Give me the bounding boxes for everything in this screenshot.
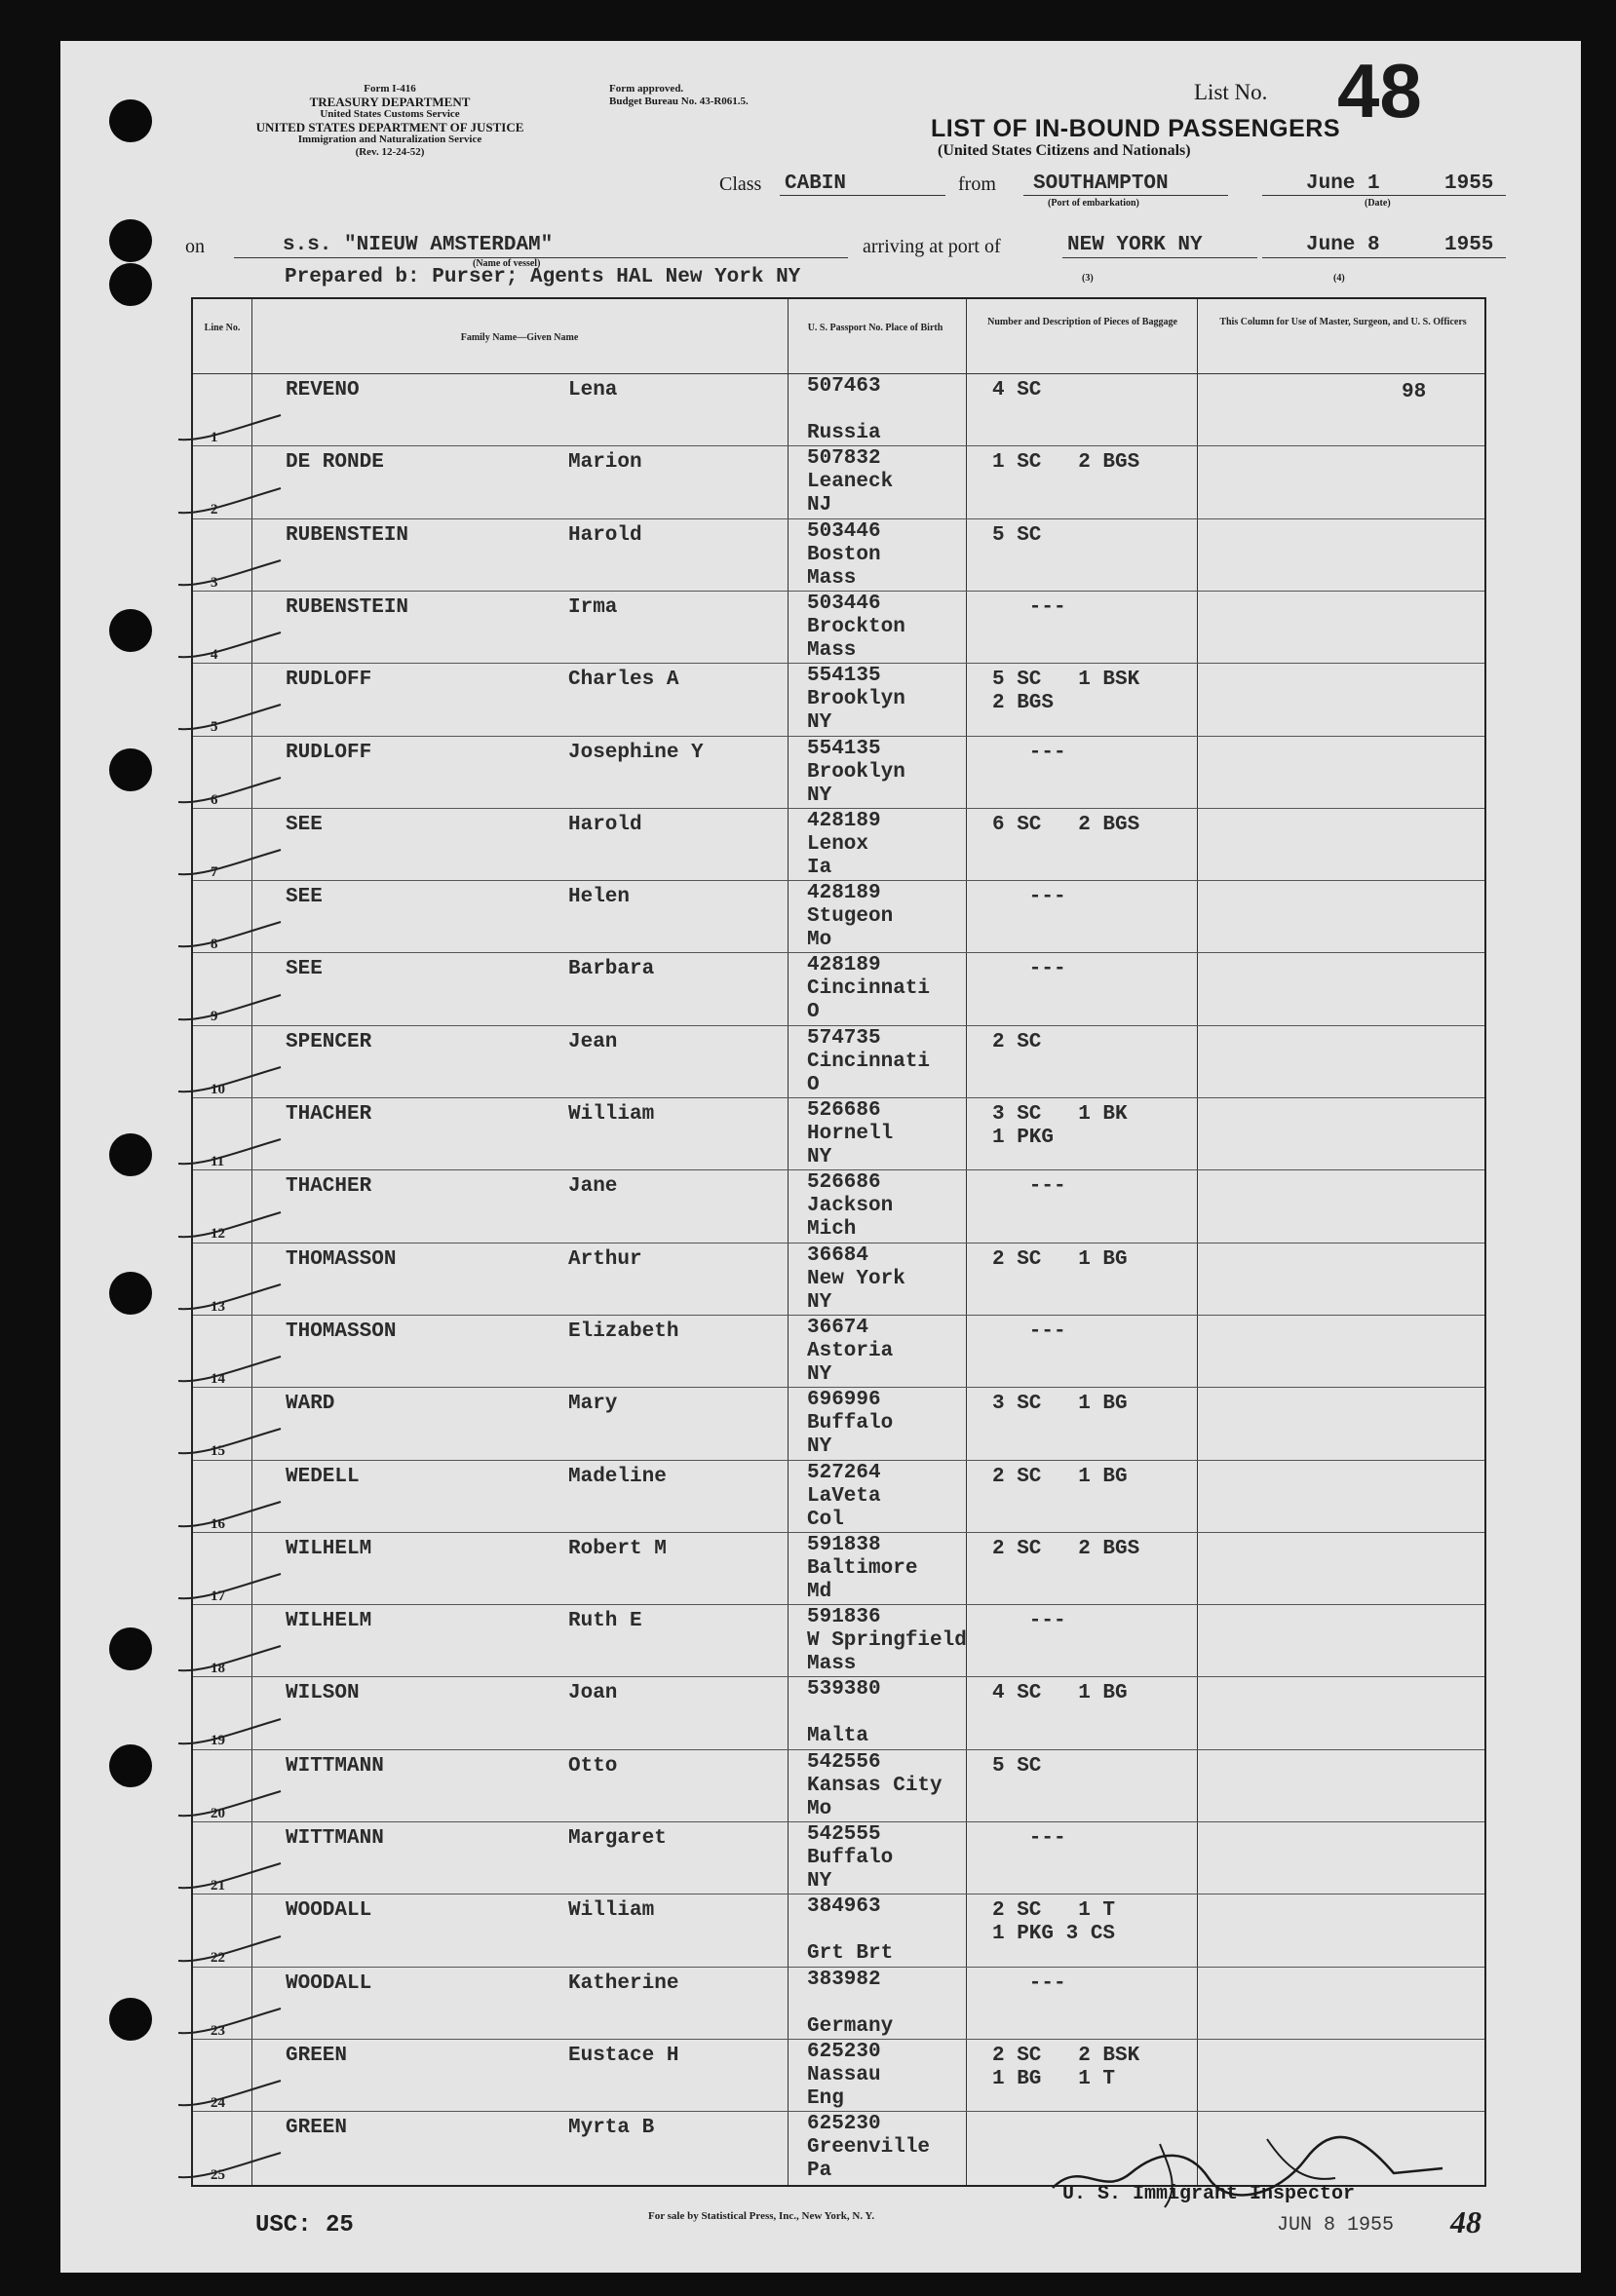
binder-hole (109, 263, 152, 306)
family-name: REVENO (286, 379, 360, 402)
passport-number: 36674 (807, 1316, 869, 1339)
family-name: WARD (286, 1393, 335, 1416)
passport-number: 507832 (807, 447, 881, 471)
passport-number: 625230 (807, 2113, 881, 2136)
year-arrival: 1955 (1444, 234, 1494, 256)
port-note: (Port of embarkation) (1048, 198, 1139, 209)
check-mark-icon (173, 990, 290, 1029)
line-number: 20 (211, 1805, 225, 1821)
check-mark-icon (173, 1352, 290, 1391)
line-number: 6 (211, 791, 218, 808)
passport-number: 526686 (807, 1171, 881, 1195)
baggage: 4 SC (992, 379, 1042, 402)
check-mark-icon (173, 1714, 290, 1753)
family-name: WITTMANN (286, 1827, 384, 1850)
binder-hole (109, 1744, 152, 1787)
given-name: Lena (568, 379, 618, 402)
birth-place: Jackson (807, 1195, 894, 1218)
given-name: Josephine Y (568, 741, 704, 764)
family-name: SPENCER (286, 1030, 372, 1053)
date-embark: June 1 (1306, 172, 1380, 195)
baggage: --- (992, 1610, 1066, 1633)
line-number: 25 (211, 2167, 225, 2184)
binder-hole (109, 1133, 152, 1176)
birth-place: Leaneck (807, 471, 894, 494)
table-row (193, 518, 1484, 591)
check-mark-icon (173, 1497, 290, 1536)
birth-place-state: Mo (807, 929, 832, 952)
given-name: Barbara (568, 958, 655, 981)
col-header-passport: U. S. Passport No. Place of Birth (807, 323, 943, 333)
given-name: Jean (568, 1030, 618, 1053)
family-name: RUBENSTEIN (286, 595, 409, 619)
birth-place-state: Germany (807, 2014, 894, 2038)
baggage: --- (992, 595, 1066, 619)
birth-place-state: Pa (807, 2160, 832, 2183)
birth-place: Stugeon (807, 905, 894, 929)
given-name: Charles A (568, 669, 679, 692)
check-mark-icon (173, 555, 290, 594)
check-mark-icon (173, 2148, 290, 2187)
baggage-extra: 1 BG 1 T (992, 2067, 1116, 2090)
family-name: SEE (286, 958, 323, 981)
check-mark-icon (173, 2076, 290, 2115)
birth-place-state: Mass (807, 1653, 857, 1676)
family-name: SEE (286, 886, 323, 909)
baggage-extra: 2 BGS (992, 692, 1055, 715)
given-name: Harold (568, 523, 642, 547)
check-mark-icon (173, 1569, 290, 1608)
customs-service: United States Customs Service (320, 108, 460, 120)
given-name: Joan (568, 1682, 618, 1705)
line-number: 18 (211, 1661, 225, 1677)
line-number: 5 (211, 719, 218, 736)
given-name: Arthur (568, 1247, 642, 1271)
line-number: 12 (211, 1226, 225, 1243)
handwritten-page-number: 48 (1450, 2204, 1481, 2239)
table-row (193, 952, 1484, 1024)
table-row (193, 880, 1484, 952)
list-no-label: List No. (1194, 80, 1268, 104)
given-name: Myrta B (568, 2117, 655, 2140)
date-stamp: JUN 8 1955 (1277, 2214, 1395, 2237)
check-mark-icon (173, 483, 290, 522)
family-name: RUDLOFF (286, 741, 372, 764)
birth-place: New York (807, 1267, 905, 1290)
check-mark-icon (173, 1207, 290, 1246)
col-header-baggage: Number and Description of Pieces of Baggage (987, 317, 1177, 327)
inspector-label: U. S. Immigrant Inspector (1062, 2183, 1356, 2205)
officer-note: 98 (1402, 381, 1427, 403)
passport-number: 554135 (807, 665, 881, 688)
line-number: 11 (211, 1154, 225, 1169)
passport-number: 625230 (807, 2040, 881, 2063)
table-row (193, 2039, 1484, 2111)
birth-place-state: O (807, 1073, 820, 1096)
binder-hole (109, 99, 152, 142)
passport-number: 428189 (807, 809, 881, 832)
birth-place-state: NY (807, 1146, 832, 1168)
form-number: Form I-416 (364, 83, 416, 95)
given-name: Harold (568, 813, 642, 836)
class-value: CABIN (785, 172, 847, 195)
class-label: Class (719, 173, 762, 195)
ins-service: Immigration and Naturalization Service (297, 134, 482, 145)
table-row (193, 1315, 1484, 1387)
check-mark-icon (173, 1786, 290, 1825)
passport-number: 591836 (807, 1606, 881, 1629)
birth-place-state: Mass (807, 638, 857, 662)
family-name: THOMASSON (286, 1247, 397, 1271)
check-mark-icon (173, 1641, 290, 1680)
line-number: 7 (211, 863, 218, 880)
line-number: 3 (211, 574, 218, 591)
passport-number: 526686 (807, 1099, 881, 1122)
baggage: 3 SC 1 BG (992, 1393, 1128, 1416)
birth-place-state: NY (807, 711, 832, 735)
baggage: 2 SC 1 BG (992, 1247, 1128, 1271)
family-name: WEDELL (286, 1465, 360, 1488)
baggage: 2 SC 2 BSK (992, 2044, 1140, 2067)
from-label: from (958, 173, 996, 195)
family-name: RUDLOFF (286, 669, 372, 692)
table-row (193, 591, 1484, 663)
table-row (193, 736, 1484, 808)
form-approved: Form approved. (609, 83, 684, 95)
line-number: 16 (211, 1515, 225, 1532)
binder-hole (109, 1998, 152, 2041)
form-header-block (195, 83, 585, 159)
baggage: 2 SC 1 BG (992, 1465, 1128, 1488)
birth-place-state: NY (807, 1290, 832, 1314)
line-number: 4 (211, 646, 218, 663)
line-number: 13 (211, 1298, 225, 1315)
table-row (193, 1821, 1484, 1894)
vessel-name: s.s. "NIEUW AMSTERDAM" (283, 234, 554, 256)
birth-place-state: Mo (807, 1797, 832, 1820)
binder-hole (109, 609, 152, 652)
baggage: 1 SC 2 BGS (992, 451, 1140, 475)
baggage: 5 SC 1 BSK (992, 669, 1140, 692)
table-row (193, 1894, 1484, 1966)
birth-place-state: Mass (807, 566, 857, 590)
baggage: 4 SC 1 BG (992, 1682, 1128, 1705)
page-title: LIST OF IN-BOUND PASSENGERS (931, 115, 1341, 142)
given-name: Irma (568, 595, 618, 619)
line-number: 23 (211, 2022, 225, 2039)
birth-place: Cincinnati (807, 1050, 931, 1073)
line-number: 14 (211, 1370, 225, 1387)
treasury-dept: TREASURY DEPARTMENT (309, 95, 471, 109)
given-name: William (568, 1899, 655, 1923)
passport-number: 503446 (807, 519, 881, 543)
birth-place-state: NY (807, 784, 832, 807)
baggage: 6 SC 2 BGS (992, 813, 1140, 836)
passport-number: 554135 (807, 737, 881, 760)
date-arrival: June 8 (1306, 234, 1380, 256)
family-name: WILHELM (286, 1537, 372, 1560)
birth-place-state: NJ (807, 494, 832, 517)
family-name: WILSON (286, 1682, 360, 1705)
birth-place: Cincinnati (807, 977, 931, 1001)
birth-place: Buffalo (807, 1847, 894, 1869)
family-name: DE RONDE (286, 451, 384, 475)
passport-number: 384963 (807, 1895, 881, 1919)
birth-place: W Springfield (807, 1629, 967, 1653)
baggage: --- (992, 886, 1066, 909)
press-note: For sale by Statistical Press, Inc., New York, N. Y. (648, 2210, 875, 2222)
passport-number: 591838 (807, 1533, 881, 1556)
prepared-by: Prepared b: Purser; Agents HAL New York NY (285, 266, 801, 288)
justice-dept: UNITED STATES DEPARTMENT OF JUSTICE (255, 120, 524, 134)
check-mark-icon (173, 845, 290, 884)
baggage: --- (992, 1320, 1066, 1343)
check-mark-icon (173, 773, 290, 812)
birth-place-state: Grt Brt (807, 1942, 894, 1966)
birth-place-state: Malta (807, 1725, 869, 1748)
birth-place-state: Ia (807, 856, 832, 879)
baggage: 2 SC (992, 1030, 1042, 1053)
table-row (193, 663, 1484, 735)
revision: (Rev. 12-24-52) (355, 146, 425, 158)
birth-place-state: O (807, 1001, 820, 1024)
family-name: SEE (286, 813, 323, 836)
table-row (193, 373, 1484, 445)
family-name: WOODALL (286, 1971, 372, 1995)
given-name: Robert M (568, 1537, 667, 1560)
birth-place-state: Mich (807, 1218, 857, 1242)
table-row (193, 1169, 1484, 1242)
birth-place: Astoria (807, 1339, 894, 1362)
table-row (193, 808, 1484, 880)
table-row (193, 1243, 1484, 1315)
family-name: THACHER (286, 1103, 372, 1126)
table-row (193, 1097, 1484, 1169)
arriving-label: arriving at port of (863, 236, 1001, 257)
family-name: RUBENSTEIN (286, 523, 409, 547)
line-number: 2 (211, 502, 218, 518)
baggage: --- (992, 741, 1066, 764)
arrival-port: NEW YORK NY (1067, 234, 1203, 256)
col-header-name: Family Name—Given Name (460, 332, 579, 343)
baggage: --- (992, 958, 1066, 981)
line-number: 9 (211, 1009, 218, 1025)
passport-number: 383982 (807, 1968, 881, 1991)
vessel-note: (Name of vessel) (473, 258, 541, 269)
birth-place-state: NY (807, 1362, 832, 1386)
baggage: 5 SC (992, 523, 1042, 547)
table-row (193, 1604, 1484, 1676)
passport-number: 36684 (807, 1244, 869, 1267)
check-mark-icon (173, 410, 290, 449)
baggage: 5 SC (992, 1754, 1042, 1778)
baggage: --- (992, 1971, 1066, 1995)
birth-place: Brooklyn (807, 760, 905, 784)
birth-place-state: NY (807, 1870, 832, 1893)
given-name: Mary (568, 1393, 618, 1416)
passport-number: 539380 (807, 1678, 881, 1702)
given-name: William (568, 1103, 655, 1126)
given-name: Ruth E (568, 1610, 642, 1633)
check-mark-icon (173, 2004, 290, 2043)
col-header-officers: This Column for Use of Master, Surgeon, and U. S. Officers (1219, 317, 1467, 327)
family-name: WILHELM (286, 1610, 372, 1633)
birth-place-state: NY (807, 1435, 832, 1459)
given-name: Otto (568, 1754, 618, 1778)
passport-number: 428189 (807, 954, 881, 977)
passport-number: 428189 (807, 882, 881, 905)
budget-bureau: Budget Bureau No. 43-R061.5. (609, 96, 749, 107)
birth-place: Buffalo (807, 1412, 894, 1435)
usc-count: USC: 25 (255, 2212, 354, 2239)
baggage: 2 SC 2 BGS (992, 1537, 1140, 1560)
passenger-table (191, 297, 1486, 2187)
birth-place: Hornell (807, 1123, 894, 1145)
table-row (193, 1676, 1484, 1748)
list-number: 48 (1337, 48, 1422, 134)
table-row (193, 1387, 1484, 1459)
baggage-extra: 1 PKG (992, 1127, 1055, 1149)
check-mark-icon (173, 628, 290, 667)
given-name: Elizabeth (568, 1320, 679, 1343)
check-mark-icon (173, 1134, 290, 1173)
family-name: THACHER (286, 1175, 372, 1199)
birth-place: Brockton (807, 615, 905, 638)
given-name: Margaret (568, 1827, 667, 1850)
baggage: 3 SC 1 BK (992, 1103, 1128, 1126)
birth-place: Nassau (807, 2063, 881, 2086)
given-name: Madeline (568, 1465, 667, 1488)
line-number: 22 (211, 1950, 225, 1967)
binder-hole (109, 1272, 152, 1315)
check-mark-icon (173, 1932, 290, 1971)
check-mark-icon (173, 1062, 290, 1101)
page-subtitle: (United States Citizens and Nationals) (938, 142, 1191, 159)
date-note: (Date) (1365, 198, 1391, 209)
line-number: 21 (211, 1878, 225, 1894)
birth-place: LaVeta (807, 1484, 881, 1508)
baggage: 2 SC 1 T (992, 1899, 1116, 1923)
on-label: on (185, 236, 205, 257)
table-row (193, 1460, 1484, 1532)
check-mark-icon (173, 1280, 290, 1319)
line-number: 19 (211, 1733, 225, 1749)
binder-hole (109, 748, 152, 791)
note-3: (3) (1082, 273, 1094, 284)
line-number: 15 (211, 1443, 225, 1460)
line-number: 17 (211, 1588, 225, 1604)
table-row (193, 1025, 1484, 1097)
year-embark: 1955 (1444, 172, 1494, 195)
table-row (193, 445, 1484, 517)
family-name: GREEN (286, 2044, 348, 2067)
birth-place-state: Md (807, 1580, 832, 1603)
from-value: SOUTHAMPTON (1033, 172, 1169, 195)
table-row (193, 1532, 1484, 1604)
baggage: --- (992, 1175, 1066, 1199)
check-mark-icon (173, 700, 290, 739)
birth-place: Lenox (807, 832, 869, 856)
col-header-line: Line No. (204, 323, 241, 333)
table-row (193, 1967, 1484, 2039)
passport-number: 574735 (807, 1026, 881, 1050)
birth-place: Greenville (807, 2136, 931, 2160)
baggage: --- (992, 1827, 1066, 1850)
check-mark-icon (173, 917, 290, 956)
family-name: WITTMANN (286, 1754, 384, 1778)
baggage-extra: 1 PKG 3 CS (992, 1923, 1116, 1946)
family-name: WOODALL (286, 1899, 372, 1923)
family-name: GREEN (286, 2117, 348, 2140)
line-number: 24 (211, 2094, 225, 2111)
passport-number: 542556 (807, 1750, 881, 1774)
given-name: Marion (568, 451, 642, 475)
birth-place-state: Russia (807, 422, 881, 444)
binder-hole (109, 219, 152, 262)
given-name: Helen (568, 886, 631, 909)
passport-number: 527264 (807, 1461, 881, 1484)
birth-place-state: Col (807, 1508, 844, 1531)
passport-number: 542555 (807, 1823, 881, 1846)
family-name: THOMASSON (286, 1320, 397, 1343)
birth-place-state: Eng (807, 2086, 844, 2110)
passport-number: 503446 (807, 592, 881, 615)
line-number: 8 (211, 937, 218, 953)
table-row (193, 1749, 1484, 1821)
line-number: 1 (211, 430, 218, 445)
approval-block (609, 83, 749, 108)
line-number: 10 (211, 1081, 225, 1097)
inspector-signature (1043, 2129, 1462, 2217)
note-4: (4) (1333, 273, 1345, 284)
given-name: Eustace H (568, 2044, 679, 2067)
birth-place: Boston (807, 543, 881, 566)
given-name: Jane (568, 1175, 618, 1199)
birth-place: Brooklyn (807, 688, 905, 711)
passport-number: 696996 (807, 1389, 881, 1412)
given-name: Katherine (568, 1971, 679, 1995)
passport-number: 507463 (807, 375, 881, 398)
binder-hole (109, 1627, 152, 1670)
check-mark-icon (173, 1858, 290, 1897)
birth-place: Kansas City (807, 1774, 943, 1797)
birth-place: Baltimore (807, 1556, 918, 1580)
check-mark-icon (173, 1424, 290, 1463)
